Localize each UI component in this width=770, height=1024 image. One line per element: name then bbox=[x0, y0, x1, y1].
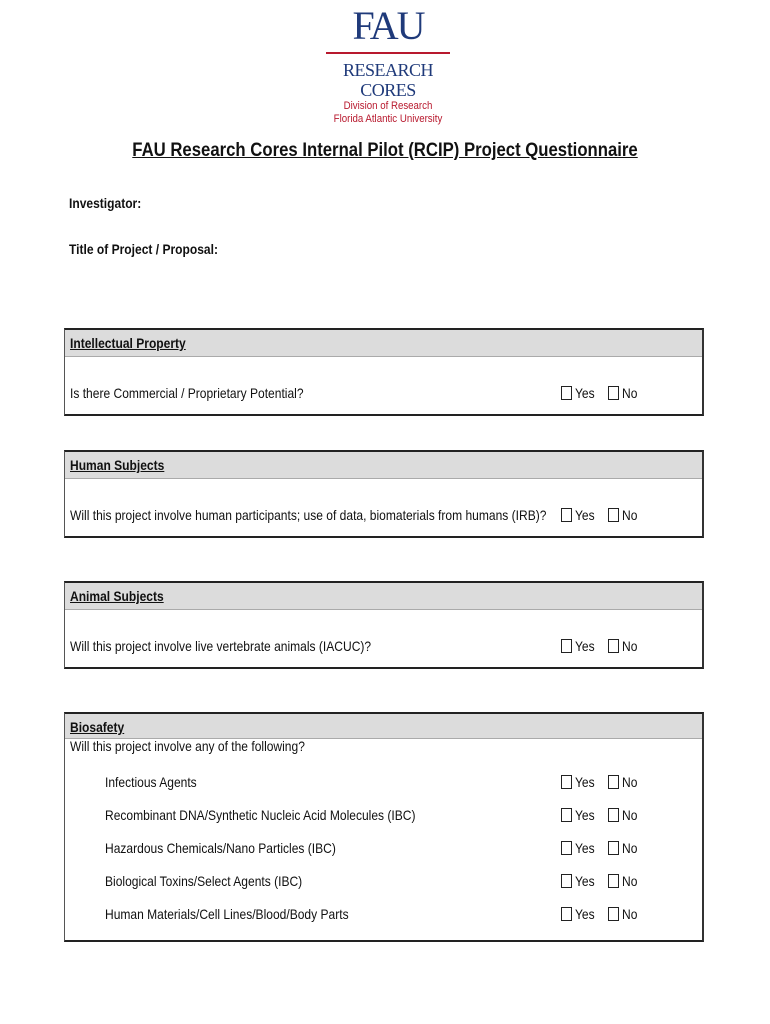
yes-no-group bbox=[561, 637, 646, 655]
logo-research-cores: RESEARCH CORES bbox=[342, 60, 434, 100]
project-title-label: Title of Project / Proposal: bbox=[69, 241, 218, 257]
investigator-label: Investigator: bbox=[69, 195, 142, 211]
logo-division: Division of Research bbox=[343, 100, 433, 112]
question-text: Is there Commercial / Proprietary Potential? bbox=[70, 385, 304, 401]
logo-divider bbox=[326, 52, 450, 54]
yes-checkbox[interactable] bbox=[561, 386, 572, 400]
biosafety-item-label: Biological Toxins/Select Agents (IBC) bbox=[105, 873, 303, 889]
no-label: No bbox=[622, 839, 638, 856]
yes-no-group bbox=[561, 773, 646, 791]
no-checkbox[interactable] bbox=[608, 775, 619, 789]
yes-no-group bbox=[561, 506, 646, 524]
section-heading: Human Subjects bbox=[70, 457, 165, 473]
biosafety-item-row bbox=[65, 799, 702, 832]
section-heading: Biosafety bbox=[70, 719, 125, 735]
fau-research-cores-logo bbox=[318, 4, 458, 126]
biosafety-item-row bbox=[65, 766, 702, 799]
no-checkbox[interactable] bbox=[608, 808, 619, 822]
animal-subjects-section bbox=[64, 581, 704, 669]
no-label: No bbox=[622, 506, 638, 523]
no-label: No bbox=[622, 806, 638, 823]
no-label: No bbox=[622, 905, 638, 922]
biosafety-item-row bbox=[65, 865, 702, 898]
section-header bbox=[65, 330, 702, 357]
yes-label: Yes bbox=[575, 839, 595, 856]
question-row bbox=[65, 499, 702, 532]
yes-checkbox[interactable] bbox=[561, 841, 572, 855]
no-label: No bbox=[622, 637, 638, 654]
no-label: No bbox=[622, 773, 638, 790]
biosafety-item-label: Infectious Agents bbox=[105, 774, 197, 790]
yes-label: Yes bbox=[575, 806, 595, 823]
biosafety-intro-row bbox=[65, 736, 702, 766]
yes-checkbox[interactable] bbox=[561, 907, 572, 921]
yes-checkbox[interactable] bbox=[561, 639, 572, 653]
biosafety-section bbox=[64, 712, 704, 942]
no-checkbox[interactable] bbox=[608, 874, 619, 888]
question-row bbox=[65, 630, 702, 663]
biosafety-intro: Will this project involve any of the following? bbox=[70, 738, 305, 754]
section-header bbox=[65, 583, 702, 610]
biosafety-item-label: Recombinant DNA/Synthetic Nucleic Acid Molecules (IBC) bbox=[105, 807, 416, 823]
no-label: No bbox=[622, 872, 638, 889]
no-label: No bbox=[622, 384, 638, 401]
yes-no-group bbox=[561, 839, 646, 857]
yes-no-group bbox=[561, 384, 646, 402]
intellectual-property-section bbox=[64, 328, 704, 416]
yes-label: Yes bbox=[575, 384, 595, 401]
page-title: FAU Research Cores Internal Pilot (RCIP) Project Questionnaire bbox=[132, 140, 638, 161]
human-subjects-section bbox=[64, 450, 704, 538]
yes-checkbox[interactable] bbox=[561, 775, 572, 789]
logo-university: Florida Atlantic University bbox=[333, 113, 443, 125]
yes-label: Yes bbox=[575, 637, 595, 654]
question-row bbox=[65, 377, 702, 410]
yes-checkbox[interactable] bbox=[561, 874, 572, 888]
question-text: Will this project involve live vertebrate animals (IACUC)? bbox=[70, 638, 372, 654]
biosafety-item-label: Human Materials/Cell Lines/Blood/Body Parts bbox=[105, 906, 349, 922]
no-checkbox[interactable] bbox=[608, 386, 619, 400]
yes-label: Yes bbox=[575, 905, 595, 922]
yes-checkbox[interactable] bbox=[561, 808, 572, 822]
yes-label: Yes bbox=[575, 506, 595, 523]
yes-no-group bbox=[561, 905, 646, 923]
yes-label: Yes bbox=[575, 773, 595, 790]
logo-fau-wordmark: FAU bbox=[352, 3, 424, 48]
yes-checkbox[interactable] bbox=[561, 508, 572, 522]
biosafety-item-label: Hazardous Chemicals/Nano Particles (IBC) bbox=[105, 840, 336, 856]
section-heading: Animal Subjects bbox=[70, 588, 164, 604]
biosafety-item-row bbox=[65, 898, 702, 931]
no-checkbox[interactable] bbox=[608, 639, 619, 653]
biosafety-item-row bbox=[65, 832, 702, 865]
question-text: Will this project involve human participants; use of data, biomaterials from humans (IRB)? bbox=[70, 507, 547, 523]
section-header bbox=[65, 452, 702, 479]
yes-no-group bbox=[561, 806, 646, 824]
no-checkbox[interactable] bbox=[608, 907, 619, 921]
section-heading: Intellectual Property bbox=[70, 335, 186, 351]
yes-no-group bbox=[561, 872, 646, 890]
yes-label: Yes bbox=[575, 872, 595, 889]
no-checkbox[interactable] bbox=[608, 508, 619, 522]
no-checkbox[interactable] bbox=[608, 841, 619, 855]
